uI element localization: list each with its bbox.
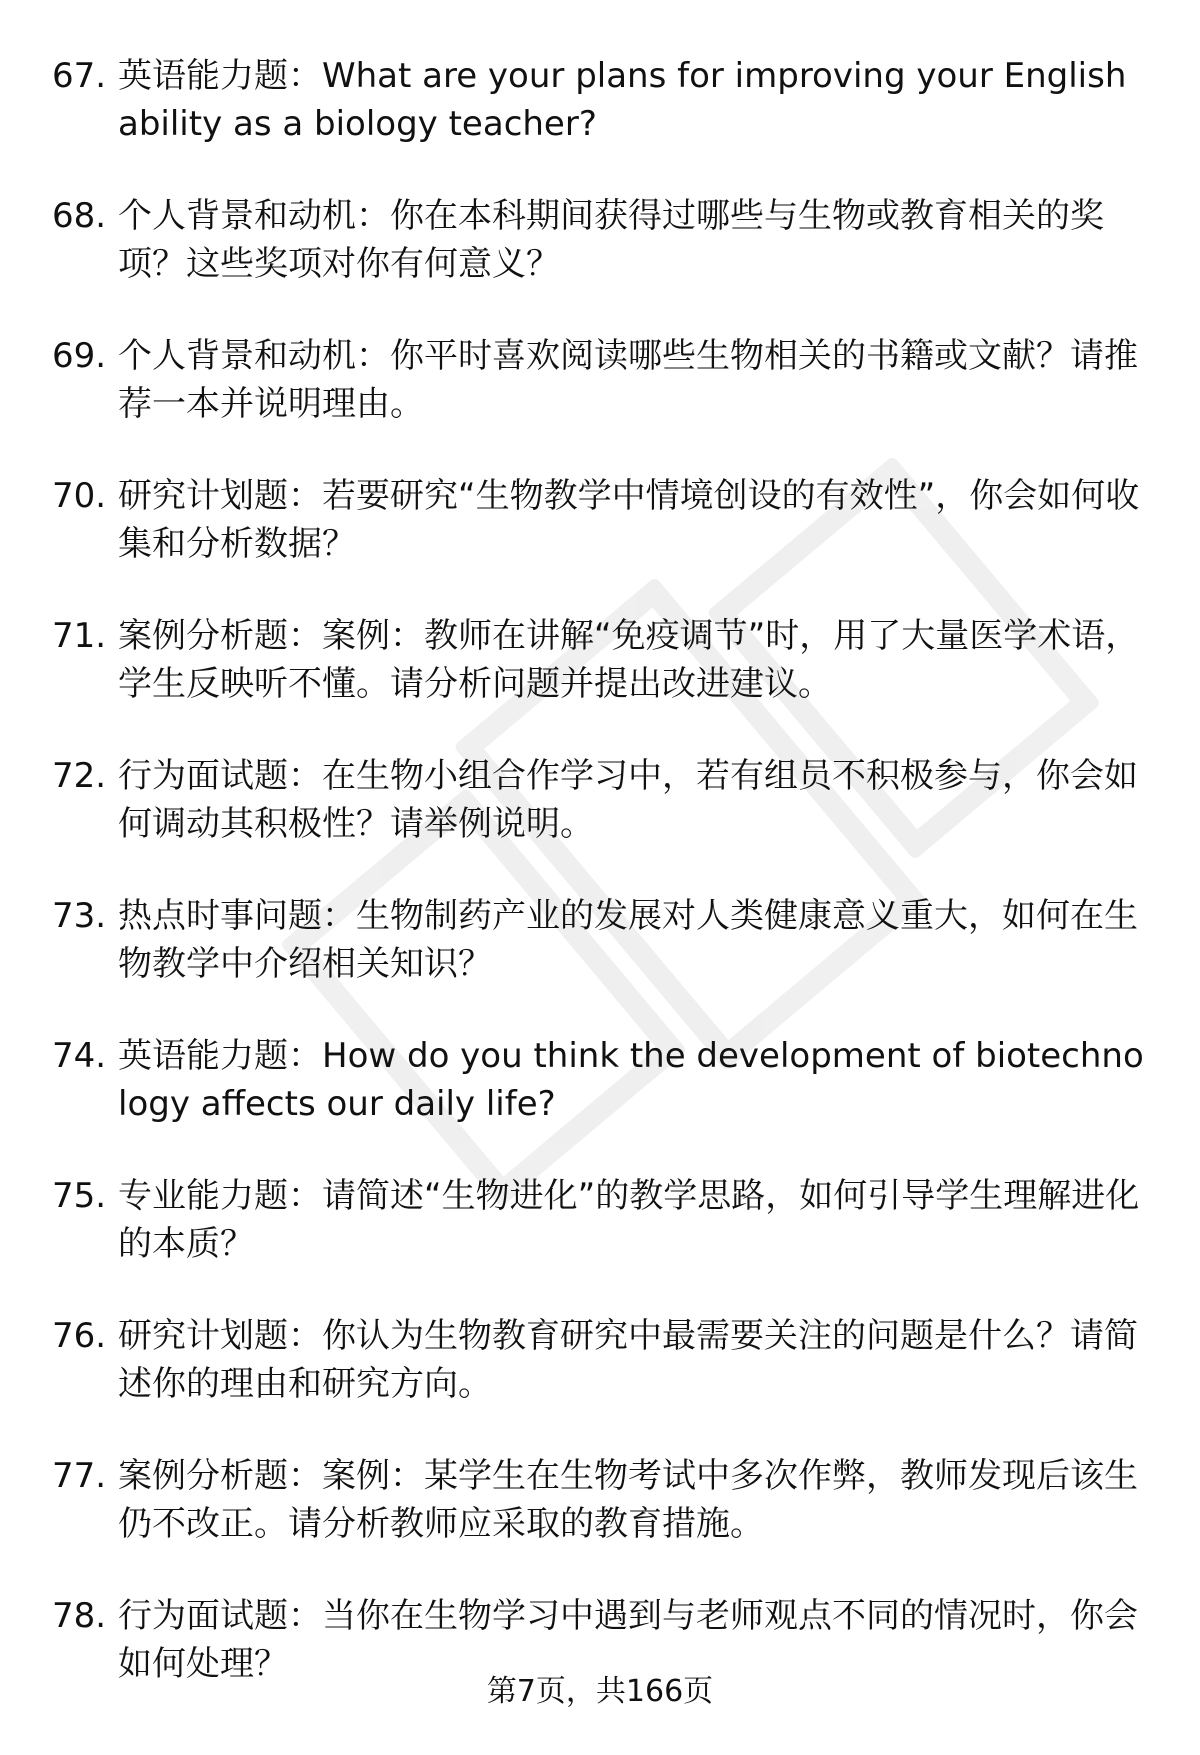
question-number: 72.	[52, 756, 107, 796]
question-text: 若要研究“生物教学中情境创设的有效性”，你会如何收集和分析数据？	[118, 476, 1140, 564]
question-text: 在生物小组合作学习中，若有组员不积极参与，你会如何调动其积极性？请举例说明。	[118, 756, 1138, 844]
question-category: 研究计划题：	[118, 476, 322, 516]
question-number: 74.	[52, 1036, 107, 1076]
question-category: 案例分析题：	[118, 1456, 322, 1496]
page-footer: 第7页，共166页	[486, 1674, 714, 1709]
question-body	[118, 752, 1152, 848]
question-number: 71.	[52, 616, 107, 656]
question-text: 请简述“生物进化”的教学思路，如何引导学生理解进化的本质？	[118, 1176, 1140, 1264]
question-text: 生物制药产业的发展对人类健康意义重大，如何在生物教学中介绍相关知识？	[118, 896, 1138, 984]
question-item	[52, 52, 1152, 148]
question-text: 案例：教师在讲解“免疫调节”时，用了大量医学术语，学生反映听不懂。请分析问题并提出改进建议。	[118, 616, 1140, 704]
question-number: 68.	[52, 196, 107, 236]
question-text: 案例：某学生在生物考试中多次作弊，教师发现后该生仍不改正。请分析教师应采取的教育措施。	[118, 1456, 1138, 1544]
question-list	[52, 52, 1152, 1732]
question-category: 专业能力题：	[118, 1176, 322, 1216]
question-item	[52, 752, 1152, 848]
question-item	[52, 1312, 1152, 1408]
question-item	[52, 1032, 1152, 1128]
question-body	[118, 1312, 1152, 1408]
question-category: 行为面试题：	[118, 756, 322, 796]
question-text: 当你在生物学习中遇到与老师观点不同的情况时，你会如何处理？	[118, 1596, 1138, 1684]
question-body	[118, 612, 1152, 708]
question-category: 案例分析题：	[118, 616, 322, 656]
question-category: 个人背景和动机：	[118, 196, 390, 236]
question-item	[52, 1452, 1152, 1548]
question-category: 行为面试题：	[118, 1596, 322, 1636]
question-item	[52, 892, 1152, 988]
question-number: 77.	[52, 1456, 107, 1496]
question-number: 67.	[52, 56, 107, 96]
question-body	[118, 1032, 1152, 1128]
question-body	[118, 332, 1152, 428]
question-text: 你认为生物教育研究中最需要关注的问题是什么？请简述你的理由和研究方向。	[118, 1316, 1138, 1404]
question-number: 75.	[52, 1176, 107, 1216]
question-item	[52, 192, 1152, 288]
question-body	[118, 52, 1152, 148]
question-number: 70.	[52, 476, 107, 516]
question-number: 73.	[52, 896, 107, 936]
question-text: What are your plans for improving your English ability as a biology teacher?	[118, 56, 1127, 144]
question-category: 英语能力题：	[118, 56, 322, 96]
question-body	[118, 1172, 1152, 1268]
question-number: 69.	[52, 336, 107, 376]
question-body	[118, 1452, 1152, 1548]
question-text: 你在本科期间获得过哪些与生物或教育相关的奖项？这些奖项对你有何意义？	[118, 196, 1104, 284]
question-item	[52, 472, 1152, 568]
question-item	[52, 612, 1152, 708]
question-text: How do you think the development of biotechnology affects our daily life?	[118, 1036, 1144, 1124]
question-item	[52, 332, 1152, 428]
question-number: 78.	[52, 1596, 107, 1636]
question-text: 你平时喜欢阅读哪些生物相关的书籍或文献？请推荐一本并说明理由。	[118, 336, 1138, 424]
question-body	[118, 472, 1152, 568]
question-category: 研究计划题：	[118, 1316, 322, 1356]
question-category: 热点时事问题：	[118, 896, 356, 936]
question-number: 76.	[52, 1316, 107, 1356]
question-body	[118, 192, 1152, 288]
question-category: 英语能力题：	[118, 1036, 322, 1076]
question-category: 个人背景和动机：	[118, 336, 390, 376]
question-body	[118, 892, 1152, 988]
question-item	[52, 1172, 1152, 1268]
